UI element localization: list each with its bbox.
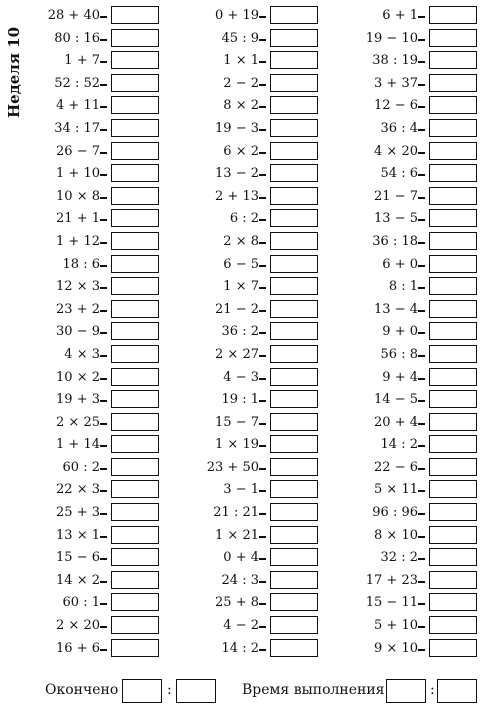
- finished-minutes-box[interactable]: [176, 679, 216, 703]
- problem-row: [0, 28, 477, 51]
- problem-expression: 1 × 19: [215, 437, 259, 453]
- equals-dash: [418, 423, 425, 425]
- answer-box[interactable]: [429, 209, 477, 227]
- problem-row: [0, 95, 477, 118]
- answer-box[interactable]: [429, 96, 477, 114]
- problem-expression: 9 + 4: [382, 369, 418, 385]
- problem-row: [0, 592, 477, 615]
- equals-dash: [418, 310, 425, 312]
- answer-box[interactable]: [429, 571, 477, 589]
- equals-dash: [418, 16, 425, 18]
- problem-expression: 13 × 1: [56, 527, 100, 543]
- problem-row: [0, 638, 477, 661]
- answer-box[interactable]: [429, 480, 477, 498]
- problem-expression: 13 − 5: [374, 211, 418, 227]
- answer-box[interactable]: [429, 458, 477, 476]
- equals-dash: [418, 152, 425, 154]
- problem-expression: 5 × 11: [374, 482, 418, 498]
- problem-expression: 32 : 2: [380, 550, 418, 566]
- problem-expression: 9 × 10: [374, 640, 418, 656]
- equals-dash: [418, 129, 425, 131]
- problem-row: [0, 547, 477, 570]
- answer-box[interactable]: [429, 164, 477, 182]
- problem-expression: 1 + 14: [56, 437, 100, 453]
- answer-box[interactable]: [429, 526, 477, 544]
- problem-row: [0, 299, 477, 322]
- problem-expression: 2 × 25: [56, 414, 100, 430]
- finished-label: Окончено: [45, 682, 119, 698]
- week-label: Неделя 10: [5, 26, 23, 118]
- answer-box[interactable]: [429, 548, 477, 566]
- answer-box[interactable]: [429, 119, 477, 137]
- time-colon: :: [430, 682, 435, 698]
- equals-dash: [418, 265, 425, 267]
- problem-expression: 60 : 2: [62, 459, 100, 475]
- problem-row: [0, 344, 477, 367]
- problem-expression: 34 : 17: [54, 120, 100, 136]
- problem-expression: 10 × 2: [56, 369, 100, 385]
- footer: [0, 679, 491, 703]
- problem-expression: 28 + 40: [47, 8, 100, 23]
- problem-expression: 14 : 2: [221, 640, 259, 656]
- time-label: Время выполнения: [242, 682, 385, 698]
- problem-expression: 19 : 1: [221, 392, 259, 408]
- problem-row: [0, 457, 477, 480]
- answer-box[interactable]: [429, 277, 477, 295]
- problem-expression: 1 + 10: [56, 166, 100, 182]
- answer-box[interactable]: [429, 322, 477, 340]
- equals-dash: [418, 287, 425, 289]
- problem-expression: 15 − 11: [365, 595, 418, 611]
- answer-box[interactable]: [429, 616, 477, 634]
- problem-expression: 19 + 3: [56, 392, 100, 408]
- problem-expression: 1 × 7: [223, 279, 259, 295]
- problem-expression: 21 − 2: [215, 301, 259, 317]
- problem-expression: 0 + 4: [223, 550, 259, 566]
- answer-box[interactable]: [429, 345, 477, 363]
- problem-expression: 8 : 1: [388, 279, 418, 295]
- finished-colon: :: [167, 682, 172, 698]
- problem-expression: 20 + 4: [374, 414, 418, 430]
- problem-expression: 25 + 3: [56, 505, 100, 521]
- problem-row: [0, 389, 477, 412]
- answer-box[interactable]: [429, 142, 477, 160]
- answer-box[interactable]: [429, 255, 477, 273]
- problem-expression: 19 − 3: [215, 120, 259, 136]
- answer-box[interactable]: [429, 413, 477, 431]
- answer-box[interactable]: [429, 6, 477, 24]
- problem-expression: 5 + 10: [374, 618, 418, 634]
- problem-expression: 2 − 2: [223, 75, 259, 91]
- problem-expression: 1 + 7: [64, 53, 100, 69]
- problem-expression: 6 − 5: [223, 256, 259, 272]
- problem-expression: 8 × 10: [374, 527, 418, 543]
- equals-dash: [418, 468, 425, 470]
- problem-expression: 13 − 2: [215, 166, 259, 182]
- equals-dash: [418, 61, 425, 63]
- problem-expression: 3 + 37: [374, 75, 418, 91]
- problem-row: [0, 208, 477, 231]
- answer-box[interactable]: [429, 187, 477, 205]
- problem-expression: 15 − 6: [56, 550, 100, 566]
- equals-dash: [418, 603, 425, 605]
- answer-box[interactable]: [429, 503, 477, 521]
- problem-expression: 4 − 3: [223, 369, 259, 385]
- problem-expression: 80 : 16: [54, 30, 100, 46]
- problem-row: [0, 276, 477, 299]
- problem-expression: 14 − 5: [374, 392, 418, 408]
- equals-dash: [418, 378, 425, 380]
- problem-expression: 56 : 8: [380, 346, 418, 362]
- problem-expression: 36 : 2: [221, 324, 259, 340]
- problem-row: [0, 479, 477, 502]
- problem-expression: 24 : 3: [221, 572, 259, 588]
- answer-box[interactable]: [429, 232, 477, 250]
- answer-box[interactable]: [429, 593, 477, 611]
- problem-expression: 21 − 7: [374, 188, 418, 204]
- problem-expression: 16 + 6: [56, 640, 100, 656]
- problem-row: [0, 50, 477, 73]
- equals-dash: [418, 626, 425, 628]
- problem-expression: 96 : 96: [372, 505, 418, 521]
- problem-expression: 36 : 18: [372, 233, 418, 249]
- problem-expression: 23 + 2: [56, 301, 100, 317]
- equals-dash: [418, 174, 425, 176]
- equals-dash: [418, 445, 425, 447]
- equals-dash: [418, 39, 425, 41]
- equals-dash: [418, 490, 425, 492]
- problem-expression: 10 × 8: [56, 188, 100, 204]
- problem-row: [0, 73, 477, 96]
- answer-box[interactable]: [429, 300, 477, 318]
- problem-expression: 36 : 4: [380, 120, 418, 136]
- problem-expression: 6 + 1: [382, 8, 418, 23]
- equals-dash: [418, 513, 425, 515]
- problem-expression: 2 + 13: [215, 188, 259, 204]
- problem-expression: 45 : 9: [221, 30, 259, 46]
- problem-expression: 22 × 3: [56, 482, 100, 498]
- problem-expression: 8 × 2: [223, 98, 259, 114]
- problem-expression: 38 : 19: [372, 53, 418, 69]
- problem-expression: 0 + 19: [215, 8, 259, 23]
- problem-expression: 52 : 52: [54, 75, 100, 91]
- equals-dash: [418, 536, 425, 538]
- equals-dash: [418, 355, 425, 357]
- problem-expression: 19 − 10: [365, 30, 418, 46]
- time-hours-box[interactable]: [386, 679, 426, 703]
- answer-box[interactable]: [429, 29, 477, 47]
- problem-expression: 6 × 2: [223, 143, 259, 159]
- problem-expression: 4 × 20: [374, 143, 418, 159]
- problem-expression: 15 − 7: [215, 414, 259, 430]
- answer-box[interactable]: [429, 74, 477, 92]
- problem-expression: 9 + 0: [382, 324, 418, 340]
- answer-box[interactable]: [429, 51, 477, 69]
- problem-row: [0, 5, 477, 28]
- problem-expression: 4 − 2: [223, 618, 259, 634]
- problem-expression: 12 × 3: [56, 279, 100, 295]
- answer-box[interactable]: [429, 368, 477, 386]
- problem-expression: 2 × 20: [56, 618, 100, 634]
- problem-expression: 1 + 12: [56, 233, 100, 249]
- problem-row: [0, 434, 477, 457]
- equals-dash: [418, 219, 425, 221]
- problem-expression: 4 + 11: [56, 98, 100, 114]
- problem-row: [0, 367, 477, 390]
- problem-expression: 54 : 6: [380, 166, 418, 182]
- equals-dash: [418, 400, 425, 402]
- equals-dash: [418, 558, 425, 560]
- problem-row: [0, 412, 477, 435]
- problem-expression: 12 − 6: [374, 98, 418, 114]
- problem-expression: 1 × 21: [215, 527, 259, 543]
- problem-row: [0, 502, 477, 525]
- equals-dash: [418, 332, 425, 334]
- problem-expression: 26 − 7: [56, 143, 100, 159]
- equals-dash: [418, 106, 425, 108]
- problem-expression: 14 : 2: [380, 437, 418, 453]
- problem-row: [0, 141, 477, 164]
- problem-row: [0, 254, 477, 277]
- problem-expression: 6 + 0: [382, 256, 418, 272]
- answer-box[interactable]: [429, 435, 477, 453]
- problem-column-3: [0, 5, 477, 660]
- problem-expression: 21 + 1: [56, 211, 100, 227]
- equals-dash: [418, 581, 425, 583]
- problem-row: [0, 186, 477, 209]
- problem-row: [0, 321, 477, 344]
- problem-row: [0, 231, 477, 254]
- problem-expression: 4 × 3: [64, 346, 100, 362]
- equals-dash: [418, 84, 425, 86]
- problem-expression: 2 × 27: [215, 346, 259, 362]
- problem-row: [0, 615, 477, 638]
- problem-expression: 3 − 1: [223, 482, 259, 498]
- problem-expression: 18 : 6: [62, 256, 100, 272]
- time-minutes-box[interactable]: [437, 679, 477, 703]
- answer-box[interactable]: [429, 390, 477, 408]
- problem-row: [0, 163, 477, 186]
- problem-expression: 6 : 2: [229, 211, 259, 227]
- problem-expression: 13 − 4: [374, 301, 418, 317]
- problem-expression: 17 + 23: [365, 572, 418, 588]
- problem-expression: 60 : 1: [62, 595, 100, 611]
- answer-box[interactable]: [429, 639, 477, 657]
- problem-row: [0, 118, 477, 141]
- problem-expression: 22 − 6: [374, 459, 418, 475]
- problem-expression: 23 + 50: [206, 459, 259, 475]
- problem-expression: 30 − 9: [56, 324, 100, 340]
- problem-row: [0, 570, 477, 593]
- problem-expression: 2 × 8: [223, 233, 259, 249]
- equals-dash: [418, 197, 425, 199]
- problem-expression: 21 : 21: [213, 505, 259, 521]
- equals-dash: [418, 242, 425, 244]
- finished-hours-box[interactable]: [122, 679, 162, 703]
- problem-expression: 1 × 1: [223, 53, 259, 69]
- problem-expression: 14 × 2: [56, 572, 100, 588]
- problem-expression: 25 + 8: [215, 595, 259, 611]
- equals-dash: [418, 649, 425, 651]
- problem-row: [0, 525, 477, 548]
